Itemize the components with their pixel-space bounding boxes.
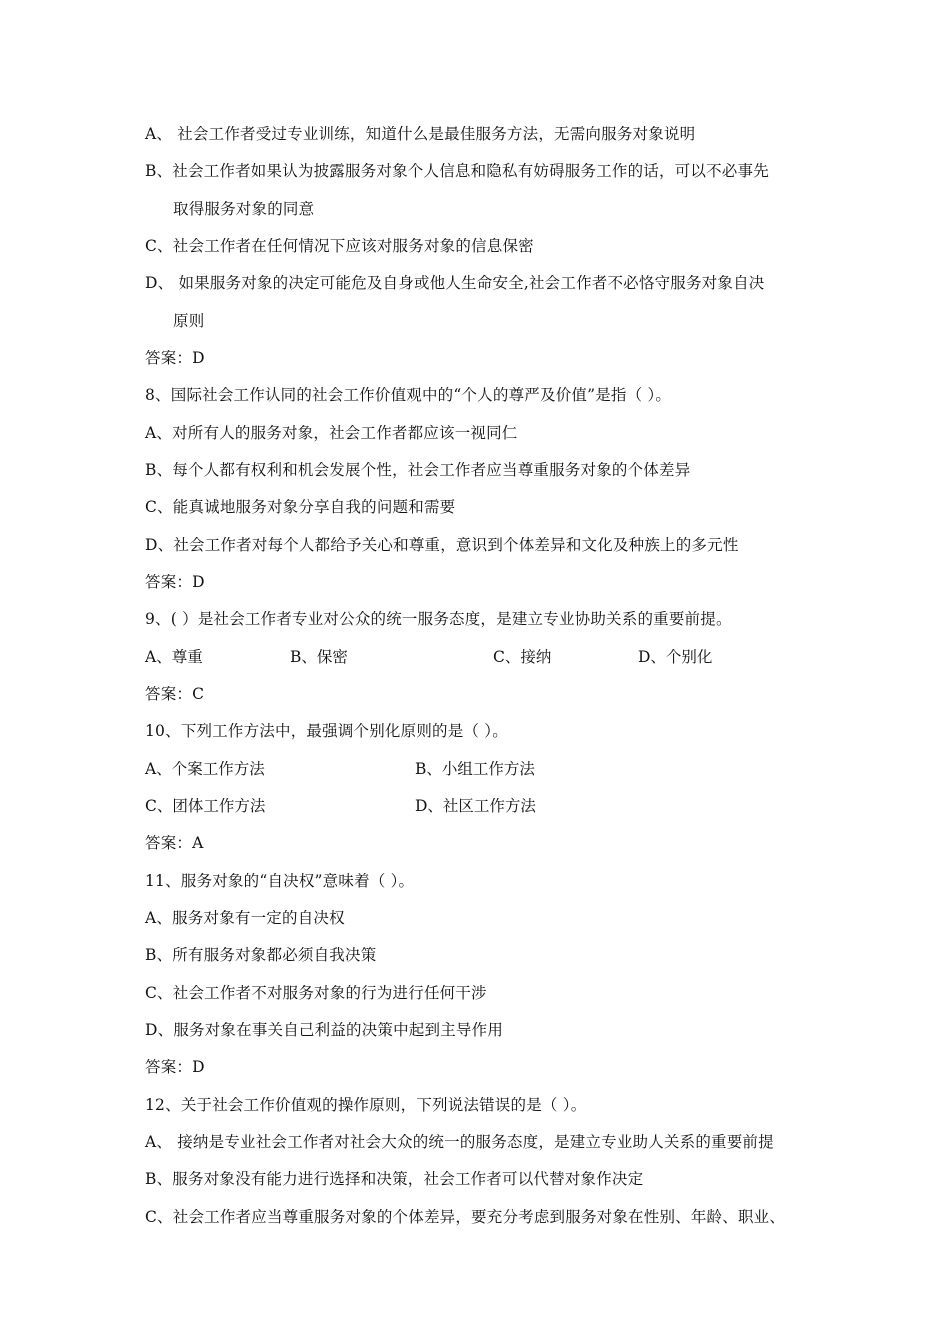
q12-option-c: C、社会工作者应当尊重服务对象的个体差异，要充分考虑到服务对象在性别、年龄、职业、 xyxy=(145,1208,786,1226)
q8-question: 8、国际社会工作认同的社会工作价值观中的“个人的尊严及价值”是指（ ）。 xyxy=(145,386,672,404)
q10-option-b: B、小组工作方法 xyxy=(415,760,535,778)
q8-option-b: B、每个人都有权利和机会发展个性，社会工作者应当尊重服务对象的个体差异 xyxy=(145,461,691,479)
q10-option-c: C、团体工作方法 xyxy=(145,797,266,815)
q10-option-d: D、社区工作方法 xyxy=(415,797,536,815)
q8-answer: 答案：D xyxy=(145,573,205,591)
q7-option-b-cont: 取得服务对象的同意 xyxy=(173,200,315,218)
q8-option-a: A、对所有人的服务对象，社会工作者都应该一视同仁 xyxy=(145,424,518,442)
q11-option-d: D、服务对象在事关自己利益的决策中起到主导作用 xyxy=(145,1021,504,1039)
q11-option-b: B、所有服务对象都必须自我决策 xyxy=(145,946,377,964)
q7-option-d: D、 如果服务对象的决定可能危及自身或他人生命安全,社会工作者不必恪守服务对象自决 xyxy=(145,274,765,292)
q10-answer: 答案：A xyxy=(145,834,204,852)
q7-option-d-cont: 原则 xyxy=(173,312,205,330)
q9-option-a: A、尊重 xyxy=(145,648,203,666)
q10-option-a: A、个案工作方法 xyxy=(145,760,265,778)
q12-option-a: A、 接纳是专业社会工作者对社会大众的统一的服务态度，是建立专业助人关系的重要前提 xyxy=(145,1133,774,1151)
q8-option-d: D、社会工作者对每个人都给予关心和尊重，意识到个体差异和文化及种族上的多元性 xyxy=(145,536,739,554)
q11-answer: 答案：D xyxy=(145,1058,205,1076)
q7-option-b: B、社会工作者如果认为披露服务对象个人信息和隐私有妨碍服务工作的话，可以不必事先 xyxy=(145,162,769,180)
q7-option-a: A、 社会工作者受过专业训练，知道什么是最佳服务方法，无需向服务对象说明 xyxy=(145,125,696,143)
q9-option-d: D、个别化 xyxy=(638,648,713,666)
q8-option-c: C、能真诚地服务对象分享自我的问题和需要 xyxy=(145,498,456,516)
q11-question: 11、服务对象的“自决权”意味着（ ）。 xyxy=(145,872,415,890)
q9-option-c: C、接纳 xyxy=(493,648,552,666)
q7-option-c: C、社会工作者在任何情况下应该对服务对象的信息保密 xyxy=(145,237,534,255)
q9-answer: 答案：C xyxy=(145,685,205,703)
q9-option-b: B、保密 xyxy=(290,648,348,666)
q10-question: 10、下列工作方法中，最强调个别化原则的是（ ）。 xyxy=(145,722,508,740)
q12-option-b: B、服务对象没有能力进行选择和决策，社会工作者可以代替对象作决定 xyxy=(145,1170,644,1188)
q11-option-a: A、服务对象有一定的自决权 xyxy=(145,909,345,927)
q11-option-c: C、社会工作者不对服务对象的行为进行任何干涉 xyxy=(145,984,487,1002)
q9-question: 9、( ）是社会工作者专业对公众的统一服务态度，是建立专业协助关系的重要前提。 xyxy=(145,610,732,628)
q12-question: 12、关于社会工作价值观的操作原则，下列说法错误的是（ ）。 xyxy=(145,1096,587,1114)
q7-answer: 答案：D xyxy=(145,349,205,367)
